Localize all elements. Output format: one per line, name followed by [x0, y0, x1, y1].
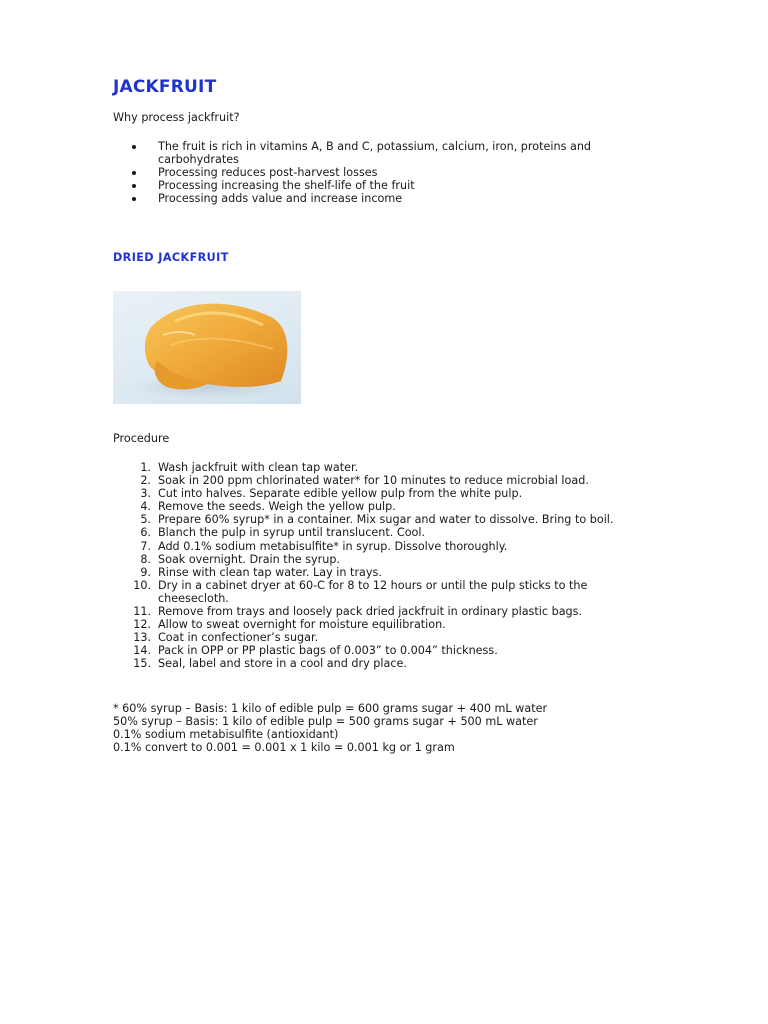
step-number: 15. [133, 657, 151, 671]
step-text: Add 0.1% sodium metabisulfite* in syrup. Dissolve thoroughly. [158, 539, 508, 553]
list-item [113, 605, 658, 618]
procedure-steps [113, 461, 658, 671]
step-number: 10. [133, 578, 151, 592]
step-number: 2. [140, 474, 151, 488]
list-item [113, 487, 658, 500]
step-text: Rinse with clean tap water. Lay in trays. [158, 565, 382, 579]
list-item [113, 461, 658, 474]
list-item [113, 526, 658, 539]
step-text: Remove the seeds. Weigh the yellow pulp. [158, 500, 396, 514]
step-number: 4. [140, 500, 151, 514]
list-item [113, 566, 658, 579]
footnote: 0.1% sodium metabisulfite (antioxidant) [113, 728, 339, 741]
page-title: JACKFRUIT [113, 77, 217, 97]
list-item [113, 579, 658, 605]
step-number: 5. [140, 513, 151, 527]
step-text: Seal, label and store in a cool and dry place. [158, 657, 407, 671]
list-item [113, 500, 658, 513]
step-number: 7. [140, 539, 151, 553]
section-title: DRIED JACKFRUIT [113, 251, 229, 264]
step-text: Dry in a cabinet dryer at 60-C for 8 to 12 hours or until the pulp sticks to the cheesecloth. [158, 578, 588, 605]
step-text: Pack in OPP or PP plastic bags of 0.003” to 0.004” thickness. [158, 644, 498, 658]
step-text: Remove from trays and loosely pack dried jackfruit in ordinary plastic bags. [158, 605, 583, 619]
footnote: * 60% syrup – Basis: 1 kilo of edible pulp = 600 grams sugar + 400 mL water [113, 702, 548, 715]
list-item: Processing adds value and increase income [113, 192, 673, 205]
list-item [113, 631, 658, 644]
step-number: 11. [133, 605, 151, 619]
list-item [113, 553, 658, 566]
step-number: 3. [140, 487, 151, 501]
step-number: 12. [133, 618, 151, 632]
step-number: 6. [140, 526, 151, 540]
intro-question: Why process jackfruit? [113, 111, 240, 124]
reasons-list [113, 140, 673, 205]
list-item: Processing reduces post-harvest losses [113, 166, 673, 179]
list-item: Processing increasing the shelf-life of the fruit [113, 179, 673, 192]
step-number: 8. [140, 552, 151, 566]
list-item [113, 644, 658, 657]
footnote: 0.1% convert to 0.001 = 0.001 x 1 kilo = 0.001 kg or 1 gram [113, 741, 455, 754]
step-number: 9. [140, 565, 151, 579]
step-text: Blanch the pulp in syrup until translucent. Cool. [158, 526, 426, 540]
step-text: Cut into halves. Separate edible yellow pulp from the white pulp. [158, 487, 523, 501]
list-item [113, 513, 658, 526]
step-number: 13. [133, 631, 151, 645]
step-text: Soak in 200 ppm chlorinated water* for 10 minutes to reduce microbial load. [158, 474, 589, 488]
step-text: Prepare 60% syrup* in a container. Mix sugar and water to dissolve. Bring to boil. [158, 513, 614, 527]
step-text: Wash jackfruit with clean tap water. [158, 461, 359, 474]
footnotes [113, 702, 547, 754]
footnote: 50% syrup – Basis: 1 kilo of edible pulp = 500 grams sugar + 500 mL water [113, 715, 538, 728]
list-item [113, 657, 658, 670]
procedure-label: Procedure [113, 432, 170, 445]
dried-jackfruit-image [113, 291, 301, 404]
step-text: Soak overnight. Drain the syrup. [158, 552, 341, 566]
step-text: Coat in confectioner’s sugar. [158, 631, 319, 645]
list-item [113, 618, 658, 631]
dried-jackfruit-photo [113, 291, 301, 404]
step-number: 1. [140, 461, 151, 474]
step-number: 14. [133, 644, 151, 658]
list-item [113, 540, 658, 553]
list-item: The fruit is rich in vitamins A, B and C, potassium, calcium, iron, proteins and carbohydrates [113, 140, 673, 166]
step-text: Allow to sweat overnight for moisture equilibration. [158, 618, 446, 632]
list-item [113, 474, 658, 487]
